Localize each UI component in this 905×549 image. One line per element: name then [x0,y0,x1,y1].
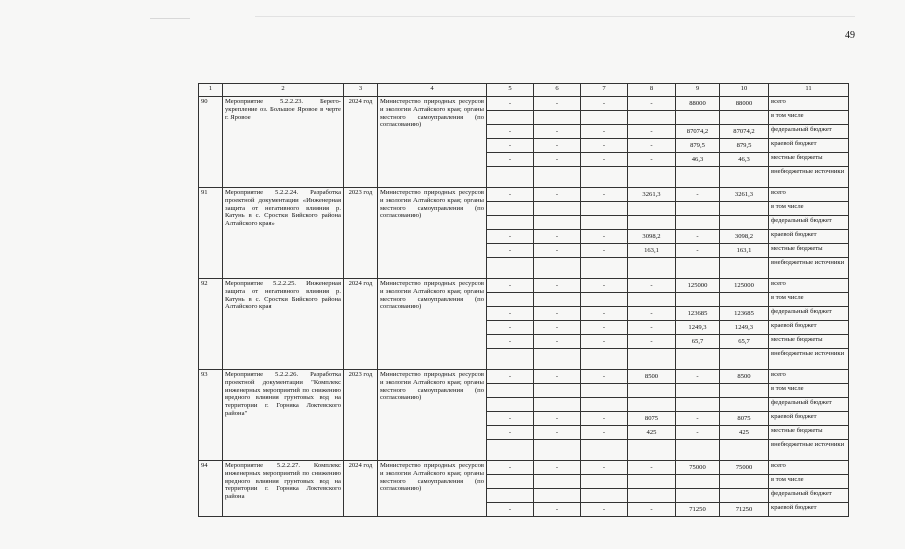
amount-cell: 75000 [720,461,769,475]
amount-cell: - [628,153,676,167]
funding-source: краевой бюджет [769,139,849,153]
amount-cell: - [581,426,628,440]
funding-source: всего [769,97,849,111]
amount-cell [720,440,769,461]
amount-cell [581,384,628,398]
amount-cell: - [676,426,720,440]
event-year: 2024 год [344,461,378,517]
amount-cell: - [676,244,720,258]
amount-cell: - [534,412,581,426]
amount-cell: - [676,370,720,384]
amount-cell: 125000 [720,279,769,293]
event-year: 2024 год [344,97,378,188]
amount-cell [676,202,720,216]
event-executor: Министерство природных ресурсов и экологии Алтайского края; органы местного самоуправления (по согласованию) [378,279,487,370]
amount-cell: 8500 [628,370,676,384]
funding-source: внебюджетные источники [769,167,849,188]
amount-cell: 163,1 [720,244,769,258]
amount-cell [487,216,534,230]
funding-source: федеральный бюджет [769,216,849,230]
amount-cell: - [534,244,581,258]
amount-cell: 879,5 [676,139,720,153]
amount-cell [581,293,628,307]
amount-cell: - [487,412,534,426]
amount-cell: - [581,244,628,258]
amount-cell [628,398,676,412]
amount-cell: - [581,461,628,475]
amount-cell [581,475,628,489]
amount-cell [628,258,676,279]
amount-cell [487,384,534,398]
amount-cell [676,258,720,279]
event-description: Мероприятие 5.2.2.27. Комплекс инженерных мероприятий по снижению вредного влияния грунтовых вод на территории г. Горняка Локтевского района [223,461,344,517]
amount-cell: - [628,279,676,293]
column-header: 4 [378,84,487,97]
amount-cell: - [628,335,676,349]
amount-cell [487,258,534,279]
amount-cell [534,167,581,188]
amount-cell [581,216,628,230]
amount-cell [487,475,534,489]
funding-source: федеральный бюджет [769,489,849,503]
amount-cell: - [628,461,676,475]
amount-cell [487,349,534,370]
column-header: 1 [199,84,223,97]
amount-cell: 88000 [676,97,720,111]
amount-cell [581,440,628,461]
scan-artifact [150,18,190,19]
amount-cell [628,489,676,503]
column-header: 9 [676,84,720,97]
column-header: 11 [769,84,849,97]
event-description: Мероприятие 5.2.2.26. Разработка проектной документации "Комплекс инженерных мероприятий по снижению вредного влияния грунтовых вод на территории г. Горняка Локтевского района" [223,370,344,461]
amount-cell: - [676,230,720,244]
amount-cell [720,384,769,398]
page-number: 49 [845,30,855,41]
amount-cell: - [581,230,628,244]
amount-cell: - [534,307,581,321]
amount-cell: - [487,335,534,349]
table-row [199,97,849,111]
amount-cell: - [534,139,581,153]
amount-cell: 71250 [676,503,720,517]
amount-cell [534,398,581,412]
amount-cell [534,111,581,125]
amount-cell: - [581,335,628,349]
amount-cell [534,293,581,307]
amount-cell: - [487,321,534,335]
amount-cell: 3261,3 [720,188,769,202]
event-year: 2023 год [344,370,378,461]
amount-cell: 425 [628,426,676,440]
amount-cell [676,489,720,503]
scan-artifact [255,16,855,17]
table-row [199,188,849,202]
amount-cell [720,293,769,307]
funding-source: федеральный бюджет [769,125,849,139]
amount-cell: - [581,97,628,111]
column-header: 6 [534,84,581,97]
amount-cell: - [534,230,581,244]
amount-cell [534,489,581,503]
funding-source: всего [769,370,849,384]
column-header: 2 [223,84,344,97]
amount-cell [487,167,534,188]
funding-source: в том числе [769,111,849,125]
amount-cell: - [581,503,628,517]
amount-cell: - [581,307,628,321]
amount-cell [534,475,581,489]
amount-cell: - [676,412,720,426]
event-description: Мероприятие 5.2.2.25. Инженерная защита от негативного влияния р. Катунь в с. Сростки Бийского района Алтайского края [223,279,344,370]
amount-cell: 425 [720,426,769,440]
amount-cell [628,475,676,489]
amount-cell: 163,1 [628,244,676,258]
amount-cell [628,111,676,125]
amount-cell [676,111,720,125]
amount-cell: - [534,279,581,293]
amount-cell [487,293,534,307]
amount-cell [534,440,581,461]
amount-cell: 1249,3 [676,321,720,335]
funding-source: краевой бюджет [769,412,849,426]
amount-cell [676,398,720,412]
table-row [199,279,849,293]
funding-source: внебюджетные источники [769,349,849,370]
funding-source: краевой бюджет [769,321,849,335]
header-row [199,84,849,97]
event-year: 2023 год [344,188,378,279]
amount-cell: 879,5 [720,139,769,153]
funding-source: всего [769,461,849,475]
amount-cell [534,202,581,216]
amount-cell: - [487,188,534,202]
amount-cell: - [487,139,534,153]
amount-cell: 87074,2 [676,125,720,139]
amount-cell: 125000 [676,279,720,293]
funding-source: внебюджетные источники [769,258,849,279]
column-header: 7 [581,84,628,97]
amount-cell [534,349,581,370]
amount-cell: - [534,97,581,111]
amount-cell [676,384,720,398]
funding-source: федеральный бюджет [769,307,849,321]
amount-cell: - [534,461,581,475]
amount-cell: - [534,503,581,517]
amount-cell [487,489,534,503]
event-description: Мероприятие 5.2.2.24. Разработка проектной документации «Инженерная защита от негативного влияния р. Катунь в с. Сростки Бийского района Алтайского края» [223,188,344,279]
row-number: 93 [199,370,223,461]
amount-cell: - [628,125,676,139]
row-number: 90 [199,97,223,188]
funding-source: местные бюджеты [769,426,849,440]
funding-source: в том числе [769,475,849,489]
amount-cell: 123685 [720,307,769,321]
amount-cell [628,293,676,307]
amount-cell: - [676,188,720,202]
row-number: 92 [199,279,223,370]
amount-cell: - [487,307,534,321]
event-executor: Министерство природных ресурсов и экологии Алтайского края; органы местного самоуправления (по согласованию) [378,370,487,461]
amount-cell [676,440,720,461]
funding-source: в том числе [769,293,849,307]
event-year: 2024 год [344,279,378,370]
amount-cell: 1249,3 [720,321,769,335]
amount-cell: 46,3 [676,153,720,167]
amount-cell: - [628,503,676,517]
amount-cell [487,202,534,216]
amount-cell: 87074,2 [720,125,769,139]
amount-cell: - [581,279,628,293]
amount-cell [487,398,534,412]
column-header: 8 [628,84,676,97]
amount-cell [628,216,676,230]
funding-source: местные бюджеты [769,335,849,349]
amount-cell: - [534,188,581,202]
amount-cell: - [487,97,534,111]
amount-cell [720,167,769,188]
amount-cell: - [628,139,676,153]
amount-cell: 3098,2 [628,230,676,244]
table-row [199,370,849,384]
row-number: 94 [199,461,223,517]
budget-table [198,83,849,517]
amount-cell: - [628,97,676,111]
amount-cell: - [581,125,628,139]
column-header: 5 [487,84,534,97]
table-row [199,461,849,475]
funding-source: в том числе [769,202,849,216]
amount-cell: - [487,279,534,293]
amount-cell [720,349,769,370]
amount-cell [487,111,534,125]
amount-cell: - [581,370,628,384]
amount-cell [581,202,628,216]
amount-cell: - [487,370,534,384]
amount-cell [534,384,581,398]
amount-cell: 65,7 [676,335,720,349]
amount-cell [720,489,769,503]
funding-source: краевой бюджет [769,503,849,517]
amount-cell [628,349,676,370]
amount-cell: - [487,125,534,139]
amount-cell: 3261,3 [628,188,676,202]
amount-cell [720,398,769,412]
amount-cell: 46,3 [720,153,769,167]
amount-cell: - [487,461,534,475]
amount-cell: - [581,153,628,167]
amount-cell: 71250 [720,503,769,517]
amount-cell [720,475,769,489]
funding-source: внебюджетные источники [769,440,849,461]
amount-cell [628,384,676,398]
amount-cell [720,216,769,230]
amount-cell: 75000 [676,461,720,475]
event-description: Мероприятие 5.2.2.23. Берего-укрепление оз. Большое Яровое в черте г. Яровое [223,97,344,188]
amount-cell [676,167,720,188]
amount-cell [676,349,720,370]
amount-cell: - [581,412,628,426]
amount-cell [628,202,676,216]
amount-cell: - [581,139,628,153]
amount-cell: 8075 [628,412,676,426]
amount-cell: - [534,426,581,440]
amount-cell [676,293,720,307]
amount-cell: - [534,125,581,139]
amount-cell: 88000 [720,97,769,111]
amount-cell: - [534,335,581,349]
amount-cell [720,202,769,216]
funding-source: федеральный бюджет [769,398,849,412]
row-number: 91 [199,188,223,279]
amount-cell [581,258,628,279]
amount-cell: - [487,153,534,167]
amount-cell [676,475,720,489]
amount-cell: 123685 [676,307,720,321]
event-executor: Министерство природных ресурсов и экологии Алтайского края; органы местного самоуправления (по согласованию) [378,188,487,279]
amount-cell: - [581,321,628,335]
amount-cell [720,258,769,279]
event-executor: Министерство природных ресурсов и экологии Алтайского края; органы местного самоуправления (по согласованию) [378,97,487,188]
amount-cell: - [487,426,534,440]
amount-cell: - [534,321,581,335]
amount-cell [581,489,628,503]
amount-cell [720,111,769,125]
funding-source: всего [769,188,849,202]
funding-source: местные бюджеты [769,244,849,258]
column-header: 3 [344,84,378,97]
amount-cell [581,111,628,125]
funding-source: краевой бюджет [769,230,849,244]
amount-cell [581,349,628,370]
amount-cell [487,440,534,461]
amount-cell: - [487,503,534,517]
amount-cell [581,167,628,188]
amount-cell: - [581,188,628,202]
amount-cell: - [628,307,676,321]
amount-cell: - [487,230,534,244]
amount-cell: 3098,2 [720,230,769,244]
amount-cell: - [628,321,676,335]
funding-source: всего [769,279,849,293]
amount-cell: 65,7 [720,335,769,349]
amount-cell: 8500 [720,370,769,384]
amount-cell: - [534,153,581,167]
amount-cell [628,440,676,461]
amount-cell: 8075 [720,412,769,426]
amount-cell [534,258,581,279]
column-header: 10 [720,84,769,97]
amount-cell [581,398,628,412]
amount-cell [676,216,720,230]
amount-cell [628,167,676,188]
funding-source: в том числе [769,384,849,398]
amount-cell [534,216,581,230]
event-executor: Министерство природных ресурсов и экологии Алтайского края; органы местного самоуправления (по согласованию) [378,461,487,517]
funding-source: местные бюджеты [769,153,849,167]
amount-cell: - [534,370,581,384]
amount-cell: - [487,244,534,258]
